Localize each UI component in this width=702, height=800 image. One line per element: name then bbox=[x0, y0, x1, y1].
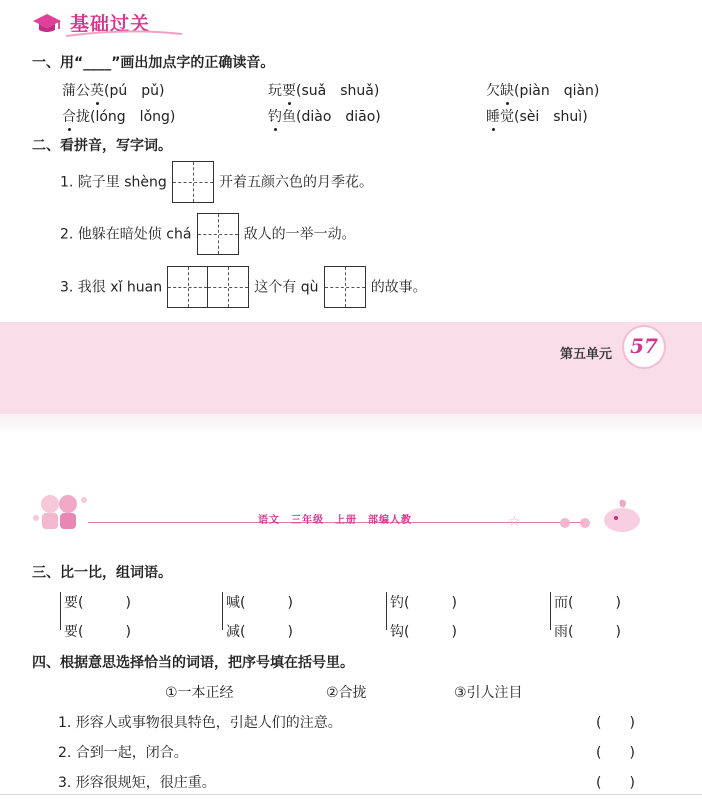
page-footer-band bbox=[0, 322, 702, 414]
whale-illustration-icon bbox=[598, 496, 644, 534]
writing-grid[interactable] bbox=[324, 266, 366, 308]
q4-option: ③引人注目 bbox=[454, 685, 523, 701]
group-bracket bbox=[222, 592, 223, 630]
q2-item-1: 1. 院子里 shèng 开着五颜六色的月季花。 bbox=[60, 161, 373, 203]
q3-word-blank[interactable]: 要( ) bbox=[64, 595, 131, 611]
group-bracket bbox=[386, 592, 387, 630]
q1-item-5: 钓鱼(diào diāo) bbox=[268, 106, 381, 126]
writing-grid[interactable] bbox=[197, 213, 239, 255]
q3-word-blank[interactable]: 雨( ) bbox=[554, 624, 621, 640]
q4-item: 1. 形容人或事物很具特色，引起人们的注意。 bbox=[58, 715, 342, 731]
decor-dot bbox=[580, 518, 590, 528]
group-bracket bbox=[60, 592, 61, 630]
q1-item-6: 睡觉(sèi shuì) bbox=[486, 106, 588, 126]
writing-grid[interactable] bbox=[172, 161, 214, 203]
kids-illustration-icon bbox=[28, 490, 92, 534]
q4-answer-blank[interactable]: ( ) bbox=[596, 775, 635, 791]
unit-label: 第五单元 bbox=[560, 347, 613, 362]
q4-option: ①一本正经 bbox=[165, 685, 234, 701]
section-title: 基础过关 bbox=[70, 13, 151, 35]
writing-grid[interactable] bbox=[167, 266, 249, 308]
header-rule-right bbox=[524, 522, 584, 523]
q1-item-1: 蒲公英(pú pǔ) bbox=[62, 80, 164, 100]
page-number: 57 bbox=[630, 334, 658, 358]
book-header-text: 语文 三年级 上册 部编人教 bbox=[258, 515, 412, 526]
q3-word-blank[interactable]: 钓( ) bbox=[390, 595, 457, 611]
star-icon: ☆ bbox=[508, 514, 521, 530]
q1-item-4: 合拢(lóng lǒng) bbox=[62, 106, 175, 126]
q4-item: 3. 形容很规矩，很庄重。 bbox=[58, 775, 216, 791]
q3-word-blank[interactable]: 要( ) bbox=[64, 624, 131, 640]
q4-item: 2. 合到一起，闭合。 bbox=[58, 745, 188, 761]
q2-item-2: 2. 他躲在暗处侦 chá 敌人的一举一动。 bbox=[60, 213, 356, 255]
q3-word-blank[interactable]: 减( ) bbox=[226, 624, 293, 640]
q2-item-3: 3. 我很 xǐ huan 这个有 qù 的故事。 bbox=[60, 266, 427, 308]
q1-item-3: 欠缺(piàn qiàn) bbox=[486, 80, 599, 100]
q4-answer-blank[interactable]: ( ) bbox=[596, 745, 635, 761]
group-bracket bbox=[550, 592, 551, 630]
q3-word-blank[interactable]: 喊( ) bbox=[226, 595, 293, 611]
q4-answer-blank[interactable]: ( ) bbox=[596, 715, 635, 731]
q1-item-2: 玩要(suǎ shuǎ) bbox=[268, 80, 379, 100]
page-gap bbox=[0, 414, 702, 434]
decor-dot bbox=[560, 518, 570, 528]
q1-title: 一、用“____”画出加点字的正确读音。 bbox=[32, 55, 275, 71]
q3-word-blank[interactable]: 钩( ) bbox=[390, 624, 457, 640]
q4-title: 四、根据意思选择恰当的词语，把序号填在括号里。 bbox=[32, 655, 354, 671]
graduation-cap-icon bbox=[32, 12, 62, 34]
q3-title: 三、比一比，组词语。 bbox=[32, 565, 172, 581]
title-underline-swoosh bbox=[64, 30, 184, 38]
page-bottom-rule bbox=[0, 794, 702, 795]
q2-title: 二、看拼音，写字词。 bbox=[32, 138, 172, 154]
q3-word-blank[interactable]: 而( ) bbox=[554, 595, 621, 611]
q4-option: ②合拢 bbox=[326, 685, 367, 701]
